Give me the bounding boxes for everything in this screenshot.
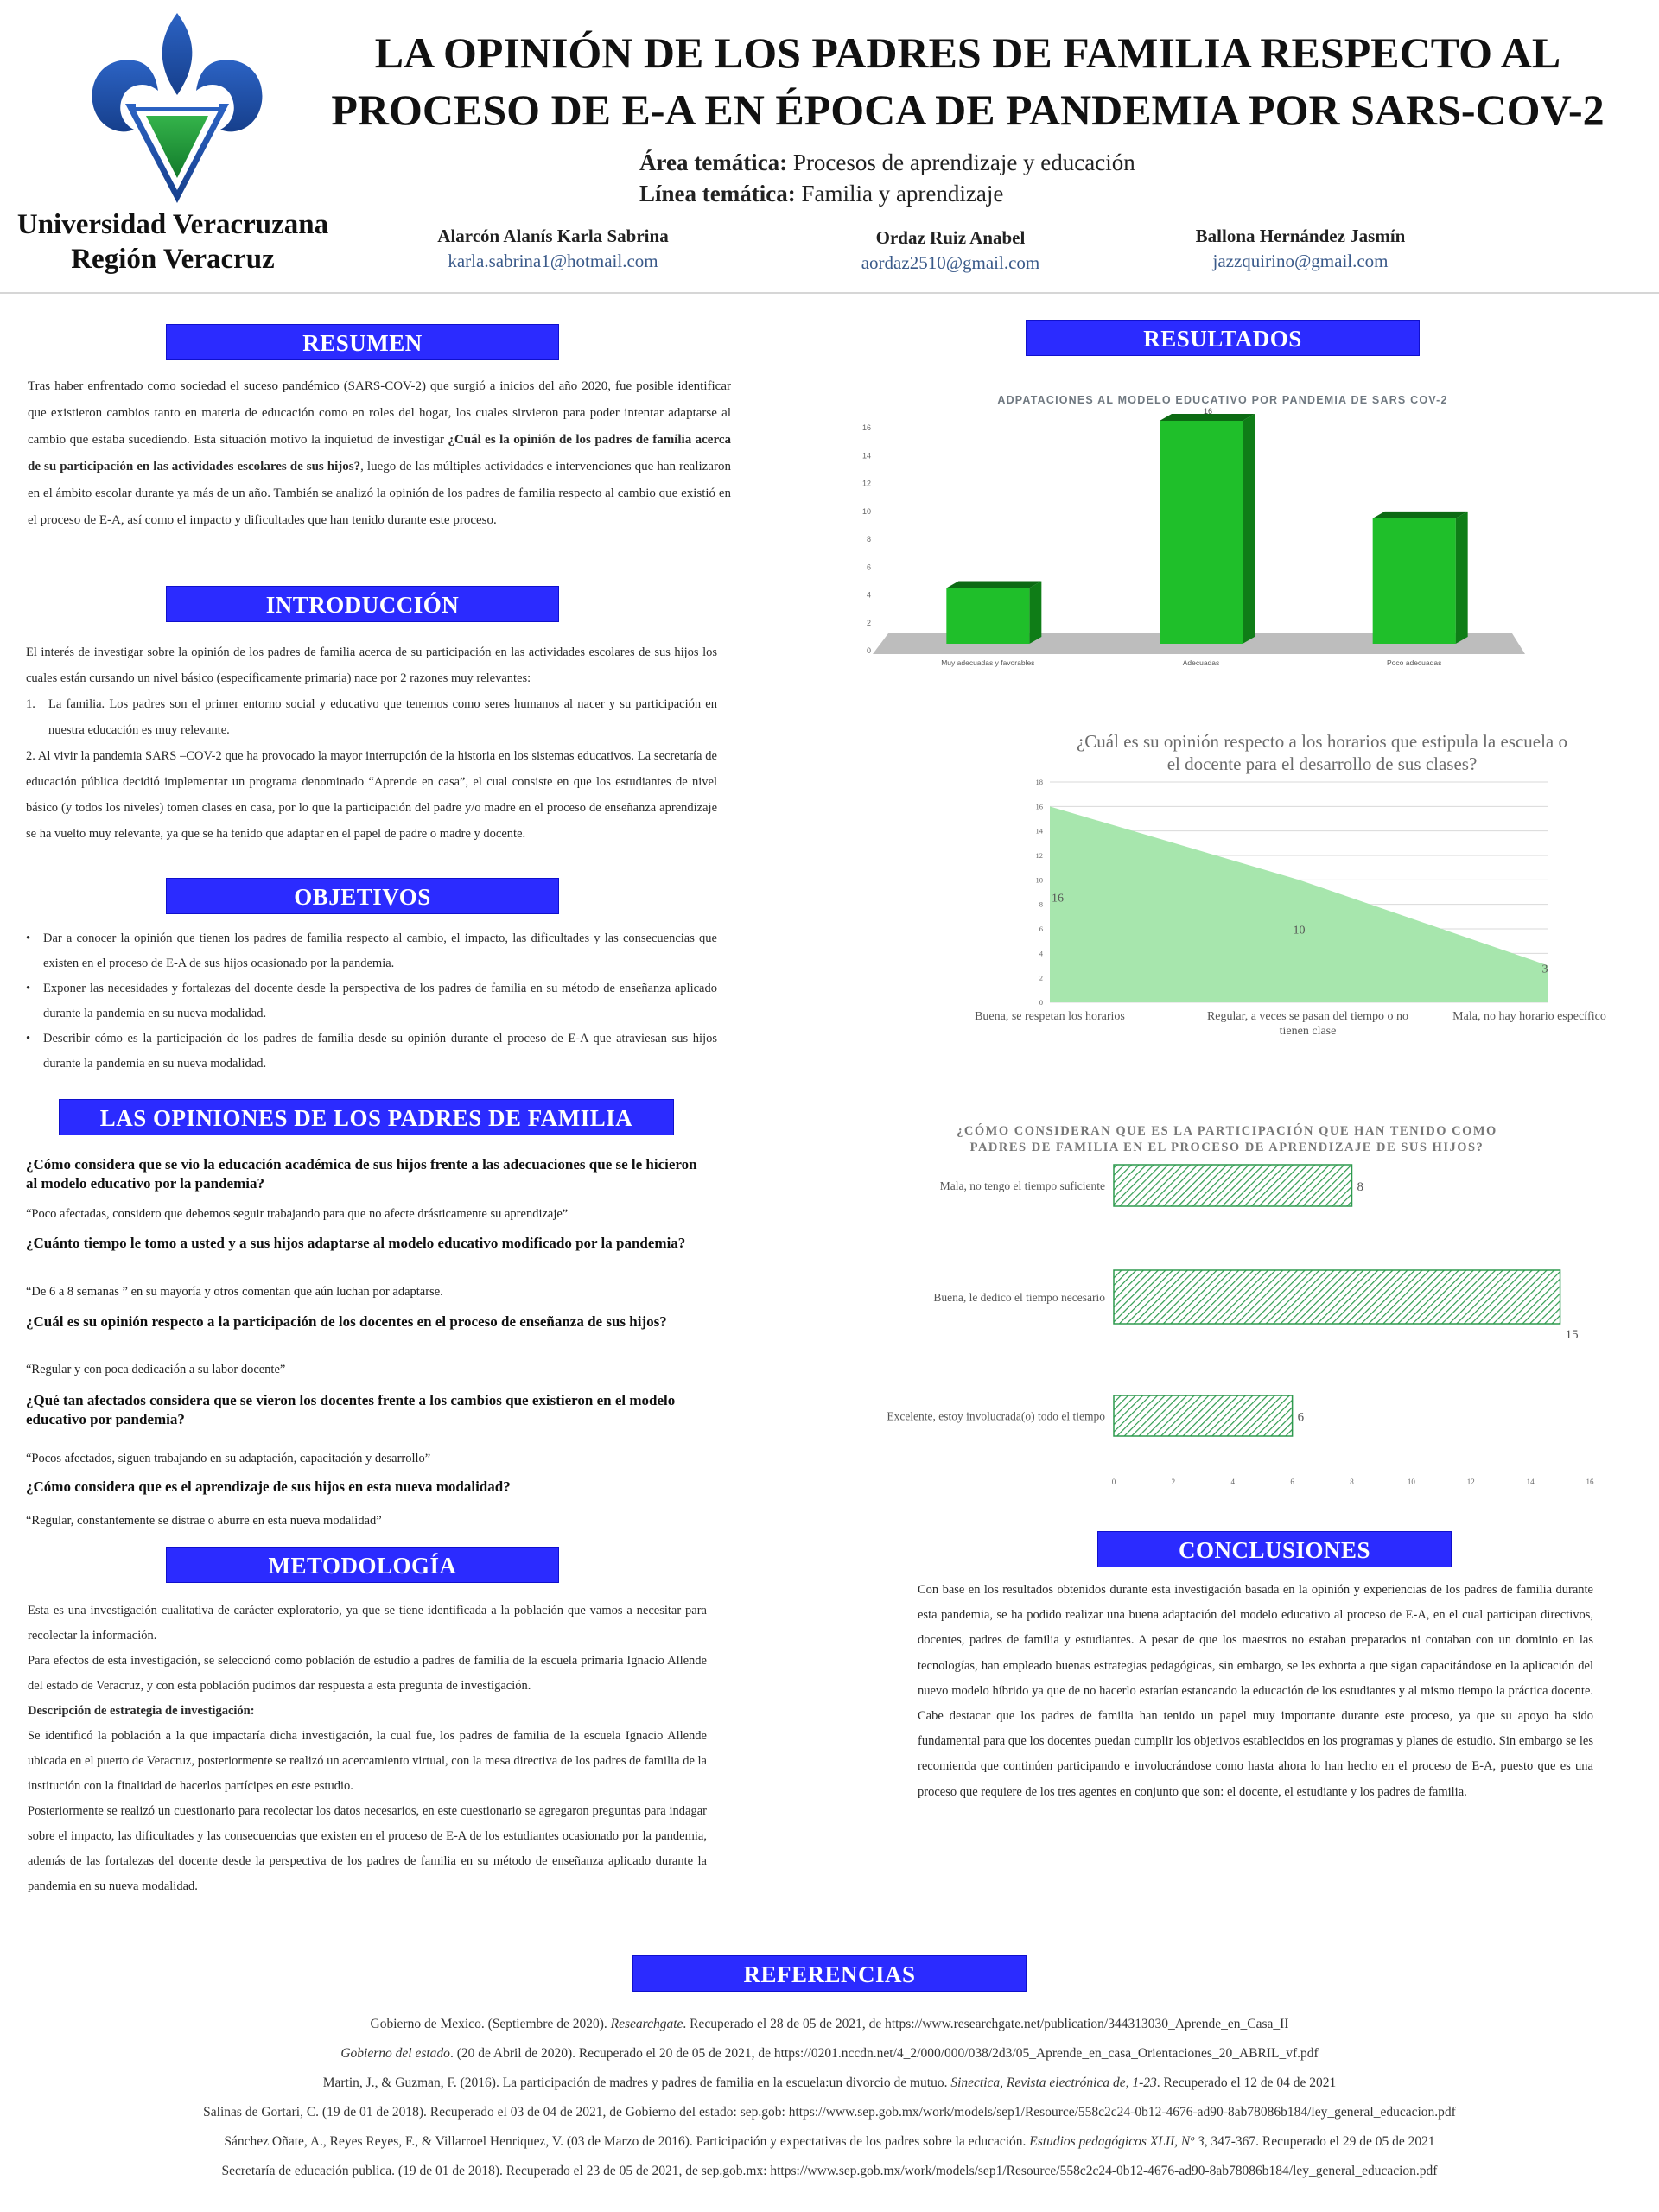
y-tick-label: 6	[866, 563, 871, 572]
bar-face	[1373, 518, 1456, 644]
y-tick-label: 16	[1035, 802, 1043, 811]
bar	[1114, 1270, 1560, 1324]
bar	[1114, 1395, 1293, 1436]
participacion-hbar-chart	[847, 1119, 1624, 1499]
bar-face	[1160, 421, 1243, 644]
y-tick-label: 4	[1039, 949, 1043, 958]
y-tick-label: 18	[1035, 778, 1043, 786]
logo-emblem	[82, 9, 272, 203]
objetivo-item: • Describir cómo es la participación de los padres de familia desde su opinión durante el proceso de E-A que atraviesan sus hijos durante la pandemia en su nueva modalidad.	[26, 1027, 717, 1077]
bar	[946, 582, 1041, 645]
opinion-answer: “Regular y con poca dedicación a su labor docente”	[26, 1363, 286, 1376]
resumen-text-a: Tras haber enfrentado como sociedad el suceso pandémico (SARS-COV-2) que surgió a inicios del año 2020, fue posible identificar que existieron cambios tanto en materia de educación como en roles del hogar, los cuales sirvieron para poder intentar adaptarse al cambio que estaba sucediendo. Esta situación motivo la inquietud de investigar	[28, 379, 731, 447]
y-tick-label: 0	[866, 646, 871, 655]
bar	[1160, 414, 1255, 644]
chart-title: ¿CÓMO CONSIDERAN QUE ES LA PARTICIPACIÓN QUE HAN TENIDO COMO	[957, 1124, 1497, 1138]
author-email[interactable]: aordaz2510@gmail.com	[861, 252, 1040, 273]
author-block	[1166, 223, 1434, 273]
data-label: 15	[1565, 1328, 1579, 1342]
ref-text: Sánchez Oñate, A., Reyes Reyes, F., & Villarroel Henriquez, V. (03 de Marzo de 2016). Participación y expectativas de los padres sobre la educación.	[224, 2134, 1030, 2149]
reference-item	[0, 2039, 1659, 2069]
data-label: 8	[1357, 1180, 1363, 1194]
y-tick-label: 8	[866, 535, 871, 543]
opinion-question: ¿Cuánto tiempo le tomo a usted y a sus hijos adaptarse al modelo educativo modificado por la pandemia?	[26, 1235, 686, 1251]
ref-text: Secretaría de educación publica. (19 de 01 de 2018). Recuperado el 23 de 05 de 2021, de sep.gob.mx: https://www.sep.gob.mx/work/models/sep1/Resource/558c2c24-0b12-4676-ad90-8ab78086b184/ley_general_educacion.pdf	[221, 2164, 1438, 2178]
x-tick-label: 4	[1230, 1478, 1235, 1486]
x-tick-label: 14	[1526, 1478, 1535, 1486]
opinion-question: ¿Cómo considera que se vio la educación académica de sus hijos frente a las adecuaciones que se le hicieron al modelo educativo por la pandemia?	[26, 1156, 697, 1192]
x-tick-label: Buena, se respetan los horarios	[975, 1010, 1125, 1023]
title-line: PROCESO DE E-A EN ÉPOCA DE PANDEMIA POR SARS-COV-2	[331, 86, 1605, 134]
horarios-area-chart	[959, 721, 1650, 1050]
x-tick-label: 16	[1586, 1478, 1594, 1486]
x-tick-label: Adecuadas	[1182, 658, 1220, 667]
chart-title: ¿Cuál es su opinión respecto a los horarios que estipula la escuela o	[1076, 731, 1568, 752]
x-tick-label: Mala, no hay horario específico	[1452, 1010, 1606, 1023]
section-header-resultados: RESULTADOS	[1026, 320, 1420, 356]
ref-source: Estudios pedagógicos XLII, Nº 3	[1029, 2134, 1205, 2149]
metodologia-subtitle: Descripción de estrategia de investigación:	[28, 1704, 255, 1718]
y-tick-label: Buena, le dedico el tiempo necesario	[933, 1291, 1105, 1304]
linea-value: Familia y aprendizaje	[795, 181, 1004, 207]
y-tick-label: 16	[861, 423, 871, 432]
intro-item: La familia. Los padres son el primer entorno social y educativo que tenemos como seres humanos al nacer y su participación en nuestra educación es muy relevante.	[48, 697, 717, 737]
bar-top	[946, 582, 1041, 588]
chart-title: ADPATACIONES AL MODELO EDUCATIVO POR PANDEMIA DE SARS COV-2	[997, 394, 1448, 406]
author-email[interactable]: jazzquirino@gmail.com	[1212, 251, 1389, 271]
y-tick-label: 12	[1035, 851, 1043, 860]
area-label: Área temática:	[639, 149, 788, 175]
resumen-question: ¿Cuál es la opinión de los padres de familia acerca de su participación en las actividades escolares de sus hijos?	[28, 433, 731, 474]
poster-title	[276, 24, 1659, 138]
author-block	[821, 225, 1080, 275]
section-header-metodologia: METODOLOGÍA	[166, 1547, 559, 1583]
x-tick-label: 6	[1290, 1478, 1294, 1486]
author-email[interactable]: karla.sabrina1@hotmail.com	[448, 251, 658, 271]
chart-title: el docente para el desarrollo de sus clases?	[1166, 753, 1478, 774]
bar	[1114, 1165, 1352, 1206]
opinion-answer: “De 6 a 8 semanas ” en su mayoría y otros comentan que aún luchan por adaptarse.	[26, 1285, 443, 1299]
data-label: 16	[1052, 892, 1064, 906]
intro-paragraph: El interés de investigar sobre la opinión de los padres de familia acerca de su participación en las actividades escolares de sus hijos los cuales están cursando un nivel básico (específicamente primaria) nace por 2 razones muy relevantes:	[26, 645, 717, 685]
ref-text: , 347-367. Recuperado el 29 de 05 de 2021	[1204, 2134, 1435, 2149]
metodologia-paragraph: Posteriormente se realizó un cuestionario para recolectar los datos necesarios, en este cuestionario se agregaron preguntas para indagar sobre el impacto, las dificultades y las consecuencias que existen en el proceso de E-A de los estudiantes ocasionado por la pandemia, además de las fortalezas del docente desde la perspectiva de los padres de familia en su método de enseñanza aplicado durante la pandemia en su nueva modalidad.	[28, 1804, 707, 1893]
region-line: Región Veracruz	[71, 244, 275, 275]
x-tick-label: 10	[1407, 1478, 1415, 1486]
bar-side	[1029, 582, 1041, 645]
x-tick-label: 2	[1171, 1478, 1176, 1486]
author-name: Ordaz Ruiz Anabel	[875, 227, 1026, 248]
y-tick-label: 12	[861, 479, 871, 488]
y-tick-label: Excelente, estoy involucrada(o) todo el tiempo	[887, 1409, 1105, 1423]
bar-face	[946, 588, 1029, 645]
metodologia-paragraph: Para efectos de esta investigación, se seleccionó como población de estudio a padres de familia de la escuela primaria Ignacio Allende del estado de Veracruz, y con esta población pudimos dar respuesta a esta pregunta de investigación.	[28, 1654, 707, 1693]
x-tick-label: tienen clase	[1279, 1025, 1337, 1038]
section-header-objetivos: OBJETIVOS	[166, 878, 559, 914]
bar	[1373, 512, 1468, 644]
opinion-question: ¿Qué tan afectados considera que se vieron los docentes frente a los cambios que existieron en el modelo educativo por pandemia?	[26, 1392, 676, 1427]
ref-text: Gobierno de Mexico. (Septiembre de 2020).	[370, 2017, 611, 2031]
adaptaciones-bar-chart	[830, 385, 1547, 678]
reference-item	[0, 2098, 1659, 2127]
opinion-question: ¿Cuál es su opinión respecto a la participación de los docentes en el proceso de enseñanza de sus hijos?	[26, 1313, 667, 1330]
ref-source: Gobierno del estado	[340, 2046, 450, 2061]
intro-item-number: 1.	[26, 697, 35, 711]
author-name: Alarcón Alanís Karla Sabrina	[437, 226, 669, 246]
reference-item	[0, 2069, 1659, 2098]
section-header-opiniones: LAS OPINIONES DE LOS PADRES DE FAMILIA	[59, 1099, 674, 1135]
x-tick-label: 8	[1350, 1478, 1354, 1486]
data-label: 3	[1541, 963, 1548, 976]
data-label: 6	[1297, 1410, 1305, 1425]
university-name	[0, 207, 346, 276]
y-tick-label: 0	[1039, 998, 1043, 1007]
resumen-text-c: , luego de las múltiples actividades e intervenciones que han realizaron en el ámbito escolar durante ya más de un año. También se analizó la opinión de los padres de familia respecto al cambio que existió en el proceso de E-A, así como el impacto y dificultades que han tenido durante este proceso.	[28, 460, 731, 527]
section-header-referencias: REFERENCIAS	[632, 1955, 1027, 1992]
metodologia-paragraph: Esta es una investigación cualitativa de carácter exploratorio, ya que se tiene identificada a la población que vamos a necesitar para recolectar la información.	[28, 1604, 707, 1643]
opinion-answer: “Pocos afectados, siguen trabajando en su adaptación, capacitación y desarrollo”	[26, 1452, 431, 1465]
author-block	[406, 223, 700, 273]
metodologia-text	[28, 1599, 707, 1899]
x-tick-label: Regular, a veces se pasan del tiempo o no	[1206, 1010, 1409, 1023]
ref-source: Sinectica, Revista electrónica de, 1-23	[950, 2075, 1157, 2090]
section-header-conclusiones: CONCLUSIONES	[1097, 1531, 1452, 1567]
section-header-introduccion: INTRODUCCIÓN	[166, 586, 559, 622]
header	[0, 0, 1659, 294]
metodologia-paragraph: Se identificó la población a la que impactaría dicha investigación, la cual fue, los padres de familia de la escuela Ignacio Allende ubicada en el puerto de Veracruz, posteriormente se realizó un acercamiento virtual, con la mesa directiva de los padres de familia de la institución con la finalidad de hacerlos partícipes en este estudio.	[28, 1729, 707, 1793]
linea-label: Línea temática:	[639, 181, 796, 207]
title-line: LA OPINIÓN DE LOS PADRES DE FAMILIA RESPECTO AL	[374, 29, 1561, 77]
area-value: Procesos de aprendizaje y educación	[787, 149, 1135, 175]
opinion-answer: “Regular, constantemente se distrae o aburre en esta nueva modalidad”	[26, 1514, 382, 1528]
reference-item	[0, 2010, 1659, 2039]
chart-title: PADRES DE FAMILIA EN EL PROCESO DE APRENDIZAJE DE SUS HIJOS?	[969, 1141, 1484, 1154]
ref-text: Martin, J., & Guzman, F. (2016). La participación de madres y padres de familia en la escuela:un divorcio de mutuo.	[322, 2075, 951, 2090]
reference-item	[0, 2127, 1659, 2157]
bar-side	[1456, 512, 1468, 644]
ref-source: Researchgate	[610, 2017, 683, 2031]
y-tick-label: 10	[1035, 875, 1043, 885]
y-tick-label: 8	[1039, 899, 1043, 909]
y-tick-label: 10	[861, 506, 871, 516]
ref-text: Salinas de Gortari, C. (19 de 01 de 2018). Recuperado el 03 de 04 de 2021, de Gobierno del estado: sep.gob: https://www.sep.gob.mx/work/models/sep1/Resource/558c2c24-0b12-4676-ad90-8ab78086b184/ley_general_educacion.pdf	[203, 2105, 1456, 2120]
x-tick-label: 12	[1466, 1478, 1475, 1486]
reference-item	[0, 2157, 1659, 2186]
resumen-text	[28, 373, 731, 534]
data-label: 10	[1293, 924, 1306, 938]
ref-text: . Recuperado el 28 de 05 de 2021, de https://www.researchgate.net/publication/344313030_Aprende_en_Casa_II	[683, 2017, 1289, 2031]
intro-paragraph: 2. Al vivir la pandemia SARS –COV-2 que ha provocado la mayor interrupción de la historia en los sistemas educativos. La secretaría de educación pública decidió implementar un programa denominado “Aprende en casa”, el cual consiste en que los estudiantes de nivel básico (y todos los niveles) tomen clases en casa, por lo que la participación del padre y/o madre en el proceso de enseñanza aprendizaje se ha vuelto muy relevante, ya que se ha tenido que adaptar en el papel de padre o madre y docente.	[26, 749, 717, 841]
x-tick-label: 0	[1111, 1478, 1116, 1486]
introduccion-text	[26, 639, 717, 847]
university-line: Universidad Veracruzana	[16, 209, 329, 240]
ref-text: . (20 de Abril de 2020). Recuperado el 20 de 05 de 2021, de https://0201.nccdn.net/4_2/000/000/038/2d3/05_Aprende_en_casa_Orientaciones_20_ABRIL_vf.pdf	[449, 2046, 1319, 2061]
y-tick-label: Mala, no tengo el tiempo suficiente	[939, 1179, 1105, 1192]
x-tick-label: Muy adecuadas y favorables	[941, 658, 1035, 667]
thematic-area	[639, 147, 1135, 209]
y-tick-label: 6	[1039, 925, 1043, 933]
opinion-question: ¿Cómo considera que es el aprendizaje de sus hijos en esta nueva modalidad?	[26, 1478, 511, 1495]
x-tick-label: Poco adecuadas	[1387, 658, 1442, 667]
bar-top	[1373, 512, 1468, 518]
objetivo-item: • Dar a conocer la opinión que tienen los padres de familia respecto al cambio, el impacto, las dificultades y las consecuencias que existen en el proceso de E-A de sus hijos ocasionado por la pandemia.	[26, 926, 717, 976]
data-label: 16	[1203, 407, 1213, 416]
y-tick-label: 2	[866, 618, 871, 627]
bar-side	[1243, 414, 1255, 644]
objetivos-list	[26, 926, 717, 1077]
author-name: Ballona Hernández Jasmín	[1195, 226, 1406, 246]
opinion-answer: “Poco afectadas, considero que debemos seguir trabajando para que no afecte drásticamente su aprendizaje”	[26, 1207, 569, 1221]
y-tick-label: 14	[1035, 826, 1043, 836]
y-tick-label: 2	[1039, 973, 1043, 982]
y-tick-label: 14	[861, 451, 871, 461]
conclusiones-text: Con base en los resultados obtenidos durante esta investigación basada en la opinión y experiencias de los padres de familia durante esta pandemia, se ha podido realizar una buena adaptación del modelo educativo al proceso de E-A, en el cual participan directivos, docentes, padres de familia y estudiantes. A pesar de que los maestros no estaban preparados ni contaban con un dominio en las tecnologías, han empleado buenas estrategias pedagógicas, sin embargo, se les exhorta a que sigan capacitándose en la aplicación del nuevo modelo híbrido ya que de no hacerlo estarían estancando la educación de los estudiantes y al mismo tiempo la práctica docente. Cabe destacar que los padres de familia han tenido un papel muy importante durante este proceso, ya que su apoyo ha sido fundamental para que los docentes puedan cumplir los objetivos establecidos en los programas y planes de estudio. Sin embargo se les recomienda que continúen participando e involucrándose como hasta ahora lo han hecho en el proceso de E-A, puesto que es una proceso que requiere de los tres agentes en conjunto que son: el docente, el estudiante y los padres de familia.	[918, 1583, 1593, 1799]
section-header-resumen: RESUMEN	[166, 324, 559, 360]
y-tick-label: 4	[866, 590, 871, 600]
objetivo-item: • Exponer las necesidades y fortalezas del docente desde la perspectiva de los padres de familia en su método de enseñanza aplicado durante la pandemia en su nueva modalidad.	[26, 976, 717, 1027]
ref-text: . Recuperado el 12 de 04 de 2021	[1156, 2075, 1337, 2090]
